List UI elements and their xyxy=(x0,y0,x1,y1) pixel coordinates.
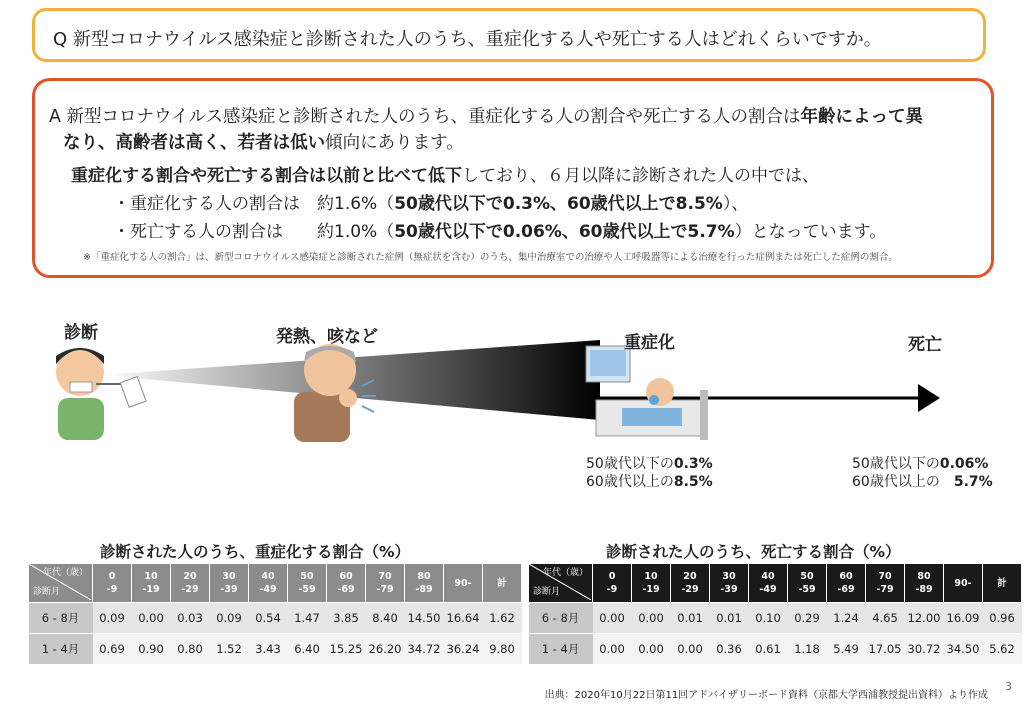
table-cell: 1.62 xyxy=(483,603,522,634)
table-cell: 0.61 xyxy=(749,634,788,665)
death-rate-table xyxy=(528,563,1022,665)
progression-illustration xyxy=(0,300,1024,460)
table-corner-header: 年代（歳） 診断月 xyxy=(529,564,593,603)
table-cell: 0.00 xyxy=(632,634,671,665)
table-cell: 1.24 xyxy=(827,603,866,634)
table-cell: 16.09 xyxy=(944,603,983,634)
question-text: Q 新型コロナウイルス感染症と診断された人のうち、重症化する人や死亡する人はどれくらいですか。 xyxy=(53,29,882,50)
source-citation: 出典：2020年10月22日第11回アドバイザリーボード資料（京都大学西浦教授提出資料）より作成 xyxy=(544,690,988,701)
death-stats: 50歳代以下の0.06% 60歳代以上の 5.7% xyxy=(852,456,993,490)
age-header: 20 -29 xyxy=(171,564,210,603)
table-cell: 0.54 xyxy=(249,603,288,634)
table-cell: 0.01 xyxy=(671,603,710,634)
table-cell: 0.10 xyxy=(749,603,788,634)
table-cell: 6.40 xyxy=(288,634,327,665)
age-header: 計 xyxy=(983,564,1022,603)
table-cell: 0.96 xyxy=(983,603,1022,634)
age-header: 40 -49 xyxy=(749,564,788,603)
table-cell: 16.64 xyxy=(444,603,483,634)
progression-arrow-head xyxy=(918,384,940,412)
age-header: 70 -79 xyxy=(366,564,405,603)
answer-line-severe: ・重症化する人の割合は 約1.6%（50歳代以下で0.3%、60歳代以上で8.5%）、 xyxy=(113,194,749,214)
table-cell: 0.00 xyxy=(632,603,671,634)
age-header: 80 -89 xyxy=(905,564,944,603)
stage-fever: 発熱、咳など xyxy=(276,327,378,347)
table-cell: 0.00 xyxy=(593,603,632,634)
table-cell: 15.25 xyxy=(327,634,366,665)
table-cell: 0.03 xyxy=(171,603,210,634)
age-header: 50 -59 xyxy=(788,564,827,603)
page-number: 3 xyxy=(1005,680,1012,693)
row-label: 1 - 4月 xyxy=(29,634,93,665)
answer-line-3: 重症化する割合や死亡する割合は以前と比べて低下しており、６月以降に診断された人の中では、 xyxy=(71,166,819,186)
stage-diagnosis: 診断 xyxy=(64,323,98,343)
table-cell: 9.80 xyxy=(483,634,522,665)
table-cell: 5.49 xyxy=(827,634,866,665)
table-cell: 3.43 xyxy=(249,634,288,665)
row-label: 6 - 8月 xyxy=(529,603,593,634)
table-cell: 1.52 xyxy=(210,634,249,665)
table-cell: 0.29 xyxy=(788,603,827,634)
table-cell: 0.09 xyxy=(93,603,132,634)
table-cell: 36.24 xyxy=(444,634,483,665)
age-header: 90- xyxy=(444,564,483,603)
hospital-bed-icon xyxy=(586,346,708,440)
row-label: 1 - 4月 xyxy=(529,634,593,665)
age-header: 50 -59 xyxy=(288,564,327,603)
question-box xyxy=(32,8,986,62)
severe-table-title: 診断された人のうち、重症化する割合（%） xyxy=(100,543,411,561)
table-cell: 5.62 xyxy=(983,634,1022,665)
severe-rate-table xyxy=(28,563,522,665)
table-cell: 8.40 xyxy=(366,603,405,634)
age-header: 0 -9 xyxy=(93,564,132,603)
age-header: 80 -89 xyxy=(405,564,444,603)
age-header: 計 xyxy=(483,564,522,603)
table-cell: 17.05 xyxy=(866,634,905,665)
table-cell: 3.85 xyxy=(327,603,366,634)
stage-death: 死亡 xyxy=(908,335,942,355)
age-header: 60 -69 xyxy=(327,564,366,603)
age-header: 0 -9 xyxy=(593,564,632,603)
table-cell: 1.18 xyxy=(788,634,827,665)
age-header: 30 -39 xyxy=(710,564,749,603)
table-cell: 4.65 xyxy=(866,603,905,634)
age-header: 40 -49 xyxy=(249,564,288,603)
table-cell: 0.90 xyxy=(132,634,171,665)
table-cell: 26.20 xyxy=(366,634,405,665)
age-header: 10 -19 xyxy=(132,564,171,603)
age-header: 10 -19 xyxy=(632,564,671,603)
table-cell: 0.36 xyxy=(710,634,749,665)
answer-line-1: A 新型コロナウイルス感染症と診断された人のうち、重症化する人の割合や死亡する人の割合は年齢によって異 xyxy=(49,107,923,127)
table-cell: 30.72 xyxy=(905,634,944,665)
table-cell: 34.50 xyxy=(944,634,983,665)
table-corner-header: 年代（歳） 診断月 xyxy=(29,564,93,603)
answer-line-death: ・死亡する人の割合は 約1.0%（50歳代以下で0.06%、60歳代以上で5.7%）となっています。 xyxy=(113,222,887,242)
row-label: 6 - 8月 xyxy=(29,603,93,634)
table-cell: 0.00 xyxy=(593,634,632,665)
table-cell: 12.00 xyxy=(905,603,944,634)
table-cell: 0.80 xyxy=(171,634,210,665)
death-table-title: 診断された人のうち、死亡する割合（%） xyxy=(606,543,901,561)
table-cell: 0.00 xyxy=(132,603,171,634)
answer-line-2: なり、高齢者は高く、若者は低い傾向にあります。 xyxy=(63,133,464,153)
table-cell: 0.09 xyxy=(210,603,249,634)
age-header: 20 -29 xyxy=(671,564,710,603)
severe-stats: 50歳代以下の0.3% 60歳代以上の8.5% xyxy=(586,456,713,490)
table-row xyxy=(29,603,522,634)
age-header: 70 -79 xyxy=(866,564,905,603)
table-row xyxy=(529,603,1022,634)
table-cell: 1.47 xyxy=(288,603,327,634)
answer-box xyxy=(32,78,994,278)
answer-note: ※「重症化する人の割合」は、新型コロナウイルス感染症と診断された症例（無症状を含む）のうち、集中治療室での治療や人工呼吸器等による治療を行った症例または死亡した症例の割合。 xyxy=(83,252,898,263)
stage-severe: 重症化 xyxy=(624,333,675,353)
table-row xyxy=(529,634,1022,665)
person-testing-icon xyxy=(56,348,146,440)
table-cell: 0.00 xyxy=(671,634,710,665)
table-row xyxy=(29,634,522,665)
table-cell: 0.01 xyxy=(710,603,749,634)
age-header: 90- xyxy=(944,564,983,603)
table-cell: 14.50 xyxy=(405,603,444,634)
table-cell: 34.72 xyxy=(405,634,444,665)
age-header: 30 -39 xyxy=(210,564,249,603)
table-cell: 0.69 xyxy=(93,634,132,665)
age-header: 60 -69 xyxy=(827,564,866,603)
